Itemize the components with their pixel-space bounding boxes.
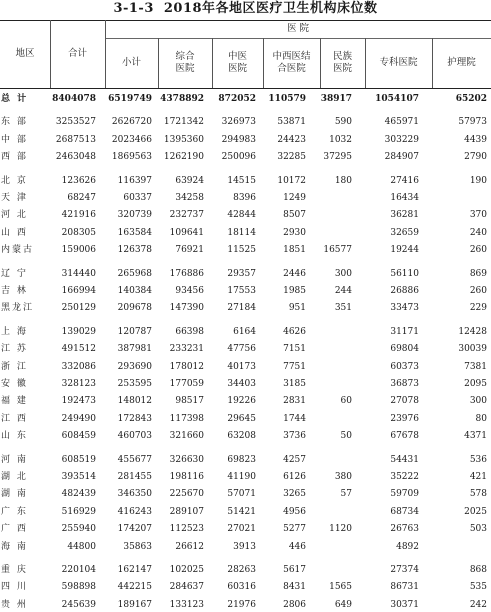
region-name: 河 南 [1,454,28,465]
cell-value: 442215 [117,582,152,593]
cell-value: 608519 [61,454,96,465]
cell-value: 6126 [283,472,306,482]
cell-value: 7751 [283,361,306,372]
header-specialty-hospital: 专科医院 [379,57,418,68]
table-row [0,208,491,222]
cell-value: 180 [334,175,352,186]
region-name: 总 计 [1,94,29,104]
cell-value: 60316 [227,582,256,593]
cell-value: 93456 [175,286,204,296]
cell-value: 351 [334,303,352,314]
cell-value: 29645 [227,413,256,424]
cell-value: 2687513 [55,134,96,145]
cell-value: 190 [469,175,487,186]
cell-value: 2023466 [111,134,152,145]
cell-value: 465971 [384,117,419,128]
cell-value: 265968 [117,268,152,279]
table-row [0,301,491,315]
cell-value: 198116 [169,472,204,482]
region-name: 黑龙江 [1,303,35,314]
region-name: 重 庆 [1,565,28,575]
cell-value: 18114 [227,227,256,238]
cell-value: 27184 [227,303,256,314]
cell-value: 35222 [390,472,419,482]
cell-value: 42844 [227,210,256,221]
cell-value [307,412,352,426]
cell-value: 284907 [384,152,419,163]
cell-value: 2806 [283,599,306,610]
cell-value: 98517 [175,396,204,407]
cell-value: 332086 [61,361,96,372]
cell-value: 872052 [218,94,256,104]
cell-value: 57973 [458,117,487,128]
cell-value: 578 [469,489,487,500]
table-row [0,429,491,443]
cell-value: 27416 [390,175,419,186]
cell-value [307,540,352,554]
cell-value: 60 [340,396,352,407]
cell-value: 86731 [390,582,419,593]
cell-value: 28263 [227,565,256,575]
cell-value: 112523 [169,524,204,535]
cell-value: 27374 [390,565,419,575]
cell-value: 37295 [323,152,352,163]
cell-value: 11525 [227,245,256,256]
cell-value: 3253527 [55,117,96,128]
cell-value: 29357 [227,268,256,279]
cell-value: 32285 [277,152,306,163]
cell-value: 209678 [117,303,152,314]
cell-value: 172843 [117,413,152,424]
region-name: 辽 宁 [1,268,28,279]
cell-value: 4626 [283,326,306,337]
cell-value: 346350 [117,489,152,500]
cell-value: 503 [469,524,487,535]
cell-value: 166994 [61,286,96,296]
table-row [0,470,491,484]
cell-value [307,360,352,374]
cell-value: 284637 [169,582,204,593]
cell-value: 4956 [283,506,306,517]
header-hospital-group: 医 院 [286,23,310,34]
region-name: 湖 南 [1,489,28,500]
cell-value: 8431 [283,582,306,593]
region-name: 天 津 [1,193,28,203]
cell-value: 1851 [283,245,306,256]
cell-value [307,505,352,519]
cell-value: 63208 [227,431,256,442]
cell-value [428,191,487,205]
cell-value: 3185 [283,379,306,389]
header-general-hospital: 综合医院 [175,51,195,74]
table-row [0,92,491,106]
cell-value: 162147 [117,565,152,575]
cell-value: 67678 [390,431,419,442]
cell-value: 300 [334,268,352,279]
cell-value: 177059 [169,379,204,389]
cell-value: 4439 [464,134,487,145]
cell-value: 76921 [175,245,204,256]
cell-value: 7381 [464,361,487,372]
cell-value: 868 [469,565,487,575]
cell-value: 19226 [227,396,256,407]
cell-value: 57 [340,489,352,500]
cell-value: 47756 [227,344,256,355]
cell-value: 250129 [61,303,96,314]
cell-value [307,563,352,577]
table-row [0,377,491,391]
header-nursing-home: 护理院 [447,57,476,68]
cell-value: 455677 [117,454,152,465]
cell-value: 2463048 [55,152,96,163]
cell-value: 8404078 [52,94,96,104]
cell-value: 109641 [169,227,204,238]
cell-value: 649 [334,599,352,610]
cell-value: 33473 [390,303,419,314]
cell-value: 68247 [67,193,96,203]
cell-value: 4892 [396,541,419,552]
cell-value: 10172 [277,175,306,186]
cell-value: 63924 [175,175,204,186]
cell-value: 326973 [221,117,256,128]
region-name: 福 建 [1,396,28,407]
cell-value: 3265 [283,489,306,500]
table-row [0,191,491,205]
table-row [0,540,491,554]
table-row [0,563,491,577]
cell-value: 5277 [283,524,306,535]
cell-value: 225670 [169,489,204,500]
cell-value: 7151 [283,344,306,355]
cell-value: 35863 [123,541,152,552]
cell-value: 249490 [61,413,96,424]
cell-value: 1565 [329,582,352,593]
table-row [0,267,491,281]
cell-value: 176886 [169,268,204,279]
cell-value: 16577 [323,245,352,256]
cell-value [307,325,352,339]
cell-value: 53871 [277,117,306,128]
cell-value: 1869563 [111,152,152,163]
cell-value: 16434 [390,193,419,203]
region-name: 西 部 [1,152,28,163]
cell-value: 30371 [390,599,419,610]
cell-value: 294983 [221,134,256,145]
cell-value: 60373 [390,361,419,372]
cell-value: 26886 [390,286,419,296]
cell-value: 255940 [61,524,96,535]
cell-value: 159006 [61,245,96,256]
cell-value: 54431 [390,454,419,465]
cell-value: 102025 [169,565,204,575]
region-name: 江 西 [1,413,28,424]
cell-value: 60337 [123,193,152,203]
table-title-text: 2018年各地区医疗卫生机构床位数 [163,1,378,16]
cell-value: 1721342 [163,117,204,128]
cell-value: 139029 [61,326,96,337]
table-title [0,0,491,18]
cell-value: 2095 [464,379,487,389]
cell-value: 387981 [117,344,152,355]
header-total: 合计 [67,48,87,59]
cell-value: 23976 [390,413,419,424]
region-name: 山 西 [1,227,28,238]
cell-value: 21976 [227,599,256,610]
region-name: 四 川 [1,582,28,593]
cell-value: 516929 [61,506,96,517]
region-name: 内蒙古 [1,245,35,256]
cell-value: 41190 [227,472,256,482]
cell-value: 2831 [283,396,306,407]
table-row [0,284,491,298]
cell-value: 326630 [169,454,204,465]
cell-value: 393514 [61,472,96,482]
cell-value: 56110 [390,268,419,279]
cell-value: 32659 [390,227,419,238]
cell-value: 192473 [61,396,96,407]
table-row [0,115,491,129]
cell-value: 3913 [233,541,256,552]
header-bottom-rule [0,88,491,89]
cell-value: 120787 [117,326,152,337]
cell-value: 1985 [283,286,306,296]
region-name: 中 部 [1,134,28,145]
cell-value: 59709 [390,489,419,500]
cell-value: 57071 [227,489,256,500]
cell-value [428,540,487,554]
table-row [0,226,491,240]
cell-value: 314440 [61,268,96,279]
cell-value: 208305 [61,227,96,238]
header-region: 地区 [15,48,35,59]
cell-value: 289107 [169,506,204,517]
cell-value: 5617 [283,565,306,575]
cell-value: 2930 [283,227,306,238]
cell-value: 148012 [117,396,152,407]
cell-value: 50 [340,431,352,442]
header-tcm-hospital: 中医医院 [227,51,247,74]
region-name: 广 西 [1,524,28,535]
region-name: 河 北 [1,210,28,221]
cell-value: 147390 [169,303,204,314]
table-row [0,243,491,257]
table-row [0,174,491,188]
cell-value: 1032 [329,134,352,145]
cell-value: 14515 [227,175,256,186]
cell-value: 110579 [268,94,306,104]
cell-value: 189167 [117,599,152,610]
cell-value: 36873 [390,379,419,389]
cell-value: 174207 [117,524,152,535]
cell-value: 8396 [233,193,256,203]
cell-value: 123626 [61,175,96,186]
cell-value [307,453,352,467]
table-row [0,133,491,147]
region-name: 北 京 [1,175,28,186]
cell-value: 34403 [227,379,256,389]
header-subtotal: 小计 [121,57,141,68]
cell-value: 4378892 [160,94,204,104]
cell-value: 163584 [117,227,152,238]
cell-value: 2446 [283,268,306,279]
cell-value: 260 [469,245,487,256]
cell-value: 140384 [117,286,152,296]
table-row [0,325,491,339]
cell-value: 300 [469,396,487,407]
cell-value: 6164 [233,326,256,337]
cell-value: 51421 [227,506,256,517]
cell-value: 232737 [169,210,204,221]
region-name: 湖 北 [1,472,28,482]
cell-value: 260 [469,286,487,296]
cell-value: 1120 [329,524,352,535]
table-row [0,580,491,594]
cell-value: 17553 [227,286,256,296]
table-row [0,505,491,519]
cell-value: 281455 [117,472,152,482]
cell-value: 229 [469,303,487,314]
cell-value: 68734 [390,506,419,517]
cell-value: 370 [469,210,487,221]
cell-value: 8507 [283,210,306,221]
cell-value: 38917 [320,94,352,104]
cell-value: 250096 [221,152,256,163]
region-name: 贵 州 [1,599,28,610]
region-name: 浙 江 [1,361,28,372]
cell-value: 24423 [277,134,306,145]
cell-value: 482439 [61,489,96,500]
cell-value: 66398 [175,326,204,337]
header-ethnic-hospital: 民族医院 [332,51,352,74]
table-row [0,150,491,164]
region-name: 吉 林 [1,286,28,296]
cell-value: 126378 [117,245,152,256]
cell-value: 951 [288,303,306,314]
cell-value: 69804 [390,344,419,355]
table-code: 3-1-3 [113,1,154,16]
cell-value [307,191,352,205]
cell-value: 245639 [61,599,96,610]
cell-value: 590 [334,117,352,128]
cell-value: 321660 [169,431,204,442]
cell-value: 26612 [175,541,204,552]
table-row [0,394,491,408]
cell-value: 19244 [390,245,419,256]
cell-value: 421 [469,472,487,482]
cell-value: 2790 [464,152,487,163]
cell-value: 253595 [117,379,152,389]
cell-value: 460703 [117,431,152,442]
cell-value [307,226,352,240]
cell-value: 69823 [227,454,256,465]
table-row [0,360,491,374]
cell-value: 44800 [67,541,96,552]
cell-value: 1054107 [375,94,419,104]
cell-value: 869 [469,268,487,279]
region-name: 上 海 [1,326,28,337]
cell-value: 65202 [455,94,487,104]
cell-value: 328123 [61,379,96,389]
cell-value: 34258 [175,193,204,203]
cell-value: 608459 [61,431,96,442]
cell-value: 27078 [390,396,419,407]
region-name: 广 东 [1,506,28,517]
cell-value: 536 [469,454,487,465]
cell-value: 242 [469,599,487,610]
cell-value: 4371 [464,431,487,442]
cell-value: 233231 [169,344,204,355]
cell-value: 220104 [61,565,96,575]
cell-value: 27021 [227,524,256,535]
cell-value [307,342,352,356]
cell-value: 116397 [117,175,152,186]
cell-value: 1249 [283,193,306,203]
cell-value [307,377,352,391]
table-row [0,412,491,426]
cell-value: 598898 [61,582,96,593]
cell-value: 1395360 [163,134,204,145]
cell-value: 133123 [169,599,204,610]
cell-value: 320739 [117,210,152,221]
cell-value: 80 [475,413,487,424]
cell-value: 4257 [283,454,306,465]
cell-value: 421916 [61,210,96,221]
region-name: 海 南 [1,541,28,552]
cell-value: 2025 [464,506,487,517]
cell-value: 26763 [390,524,419,535]
cell-value: 30039 [458,344,487,355]
region-name: 安 徽 [1,379,28,389]
region-name: 东 部 [1,117,28,128]
table-row [0,453,491,467]
region-name: 江 苏 [1,344,28,355]
cell-value: 416243 [117,506,152,517]
cell-value: 446 [288,541,306,552]
cell-value: 6519749 [108,94,152,104]
cell-value: 1744 [283,413,306,424]
cell-value: 535 [469,582,487,593]
cell-value: 1262190 [163,152,204,163]
cell-value: 117398 [169,413,204,424]
table-row [0,342,491,356]
cell-value: 244 [334,286,352,296]
cell-value [307,208,352,222]
cell-value: 40173 [227,361,256,372]
cell-value: 491512 [61,344,96,355]
cell-value: 2626720 [111,117,152,128]
table-row [0,522,491,536]
cell-value: 293690 [117,361,152,372]
cell-value: 3736 [283,431,306,442]
header-integrated-hospital: 中西医结合医院 [272,51,311,74]
table-row [0,487,491,501]
cell-value: 380 [334,472,352,482]
cell-value: 240 [469,227,487,238]
cell-value: 303229 [384,134,419,145]
cell-value: 36281 [390,210,419,221]
cell-value: 31171 [390,326,419,337]
cell-value: 12428 [458,326,487,337]
region-name: 山 东 [1,431,28,442]
cell-value: 178012 [169,361,204,372]
